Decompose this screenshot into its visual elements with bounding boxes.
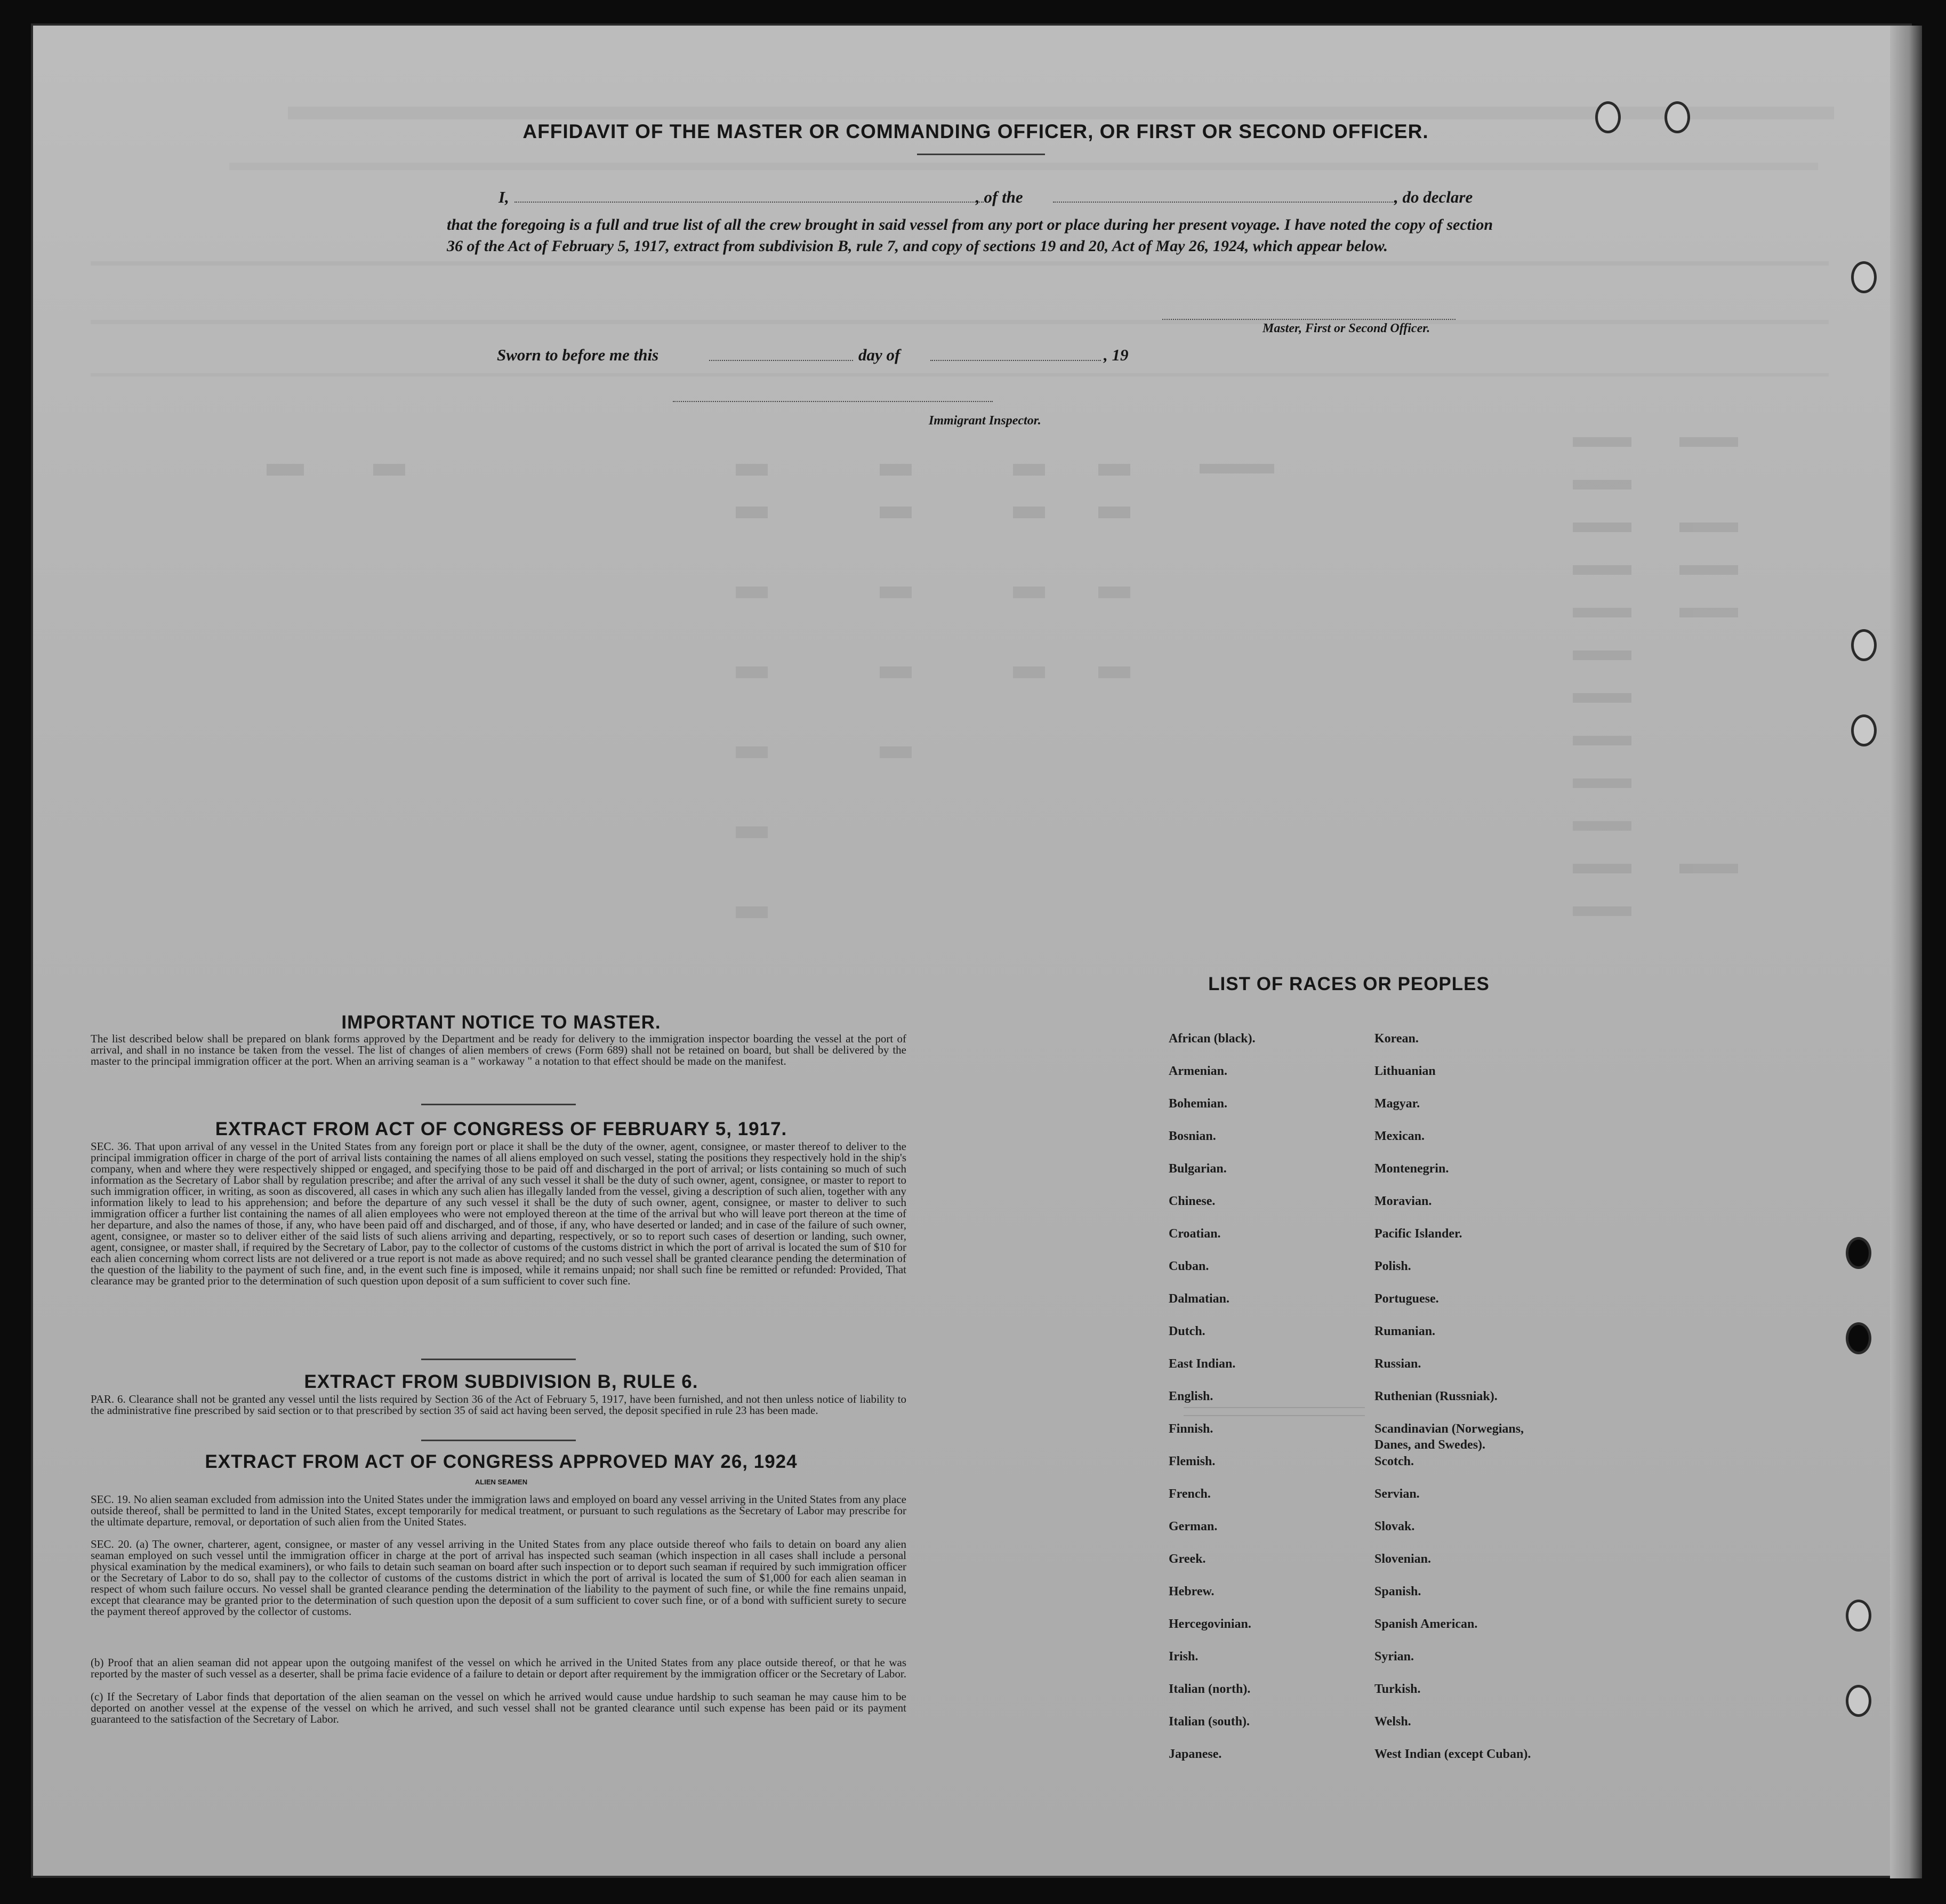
sworn-day-blank-line[interactable] <box>709 360 853 361</box>
race-item: Irish. <box>1169 1650 1199 1664</box>
extract-1924-sec19: SEC. 19. No alien seaman excluded from admission into the United States under the immigration laws and employed on board any vessel arriving in the United States from any place outside thereof, shall be permitted to land in the United States, except temporarily for medical treatment, or pursuant to such regulations as the Secretary of Labor may prescribe for the ultimate departure, removal, or deportation of such alien from the United States. <box>91 1493 906 1528</box>
races-title: LIST OF RACES OR PEOPLES <box>1208 974 1490 994</box>
race-item: Bulgarian. <box>1169 1162 1227 1176</box>
extract-rule6-title: EXTRACT FROM SUBDIVISION B, RULE 6. <box>304 1371 698 1392</box>
divider <box>421 1359 576 1360</box>
race-item: English. <box>1169 1389 1213 1403</box>
extract-rule6-body: PAR. 6. Clearance shall not be granted any vessel until the lists required by Section 36 of the Act of February 5, 1917, have been furnished, and not then unless notice of liability to the administrative fine prescribed by said section or to that prescribed by section 35 of said act having been served, the deposit specified in rule 23 has been made. <box>91 1393 906 1417</box>
race-item: West Indian (except Cuban). <box>1374 1747 1531 1761</box>
race-item: Montenegrin. <box>1374 1162 1449 1176</box>
race-item: East Indian. <box>1169 1357 1236 1371</box>
race-item: Slovenian. <box>1374 1552 1432 1566</box>
race-item: Croatian. <box>1169 1227 1221 1241</box>
race-item: Armenian. <box>1169 1064 1227 1078</box>
punch-hole <box>1846 1600 1871 1632</box>
race-item: Servian. <box>1374 1487 1420 1501</box>
race-item: Syrian. <box>1374 1650 1414 1664</box>
race-item: Welsh. <box>1374 1715 1411 1729</box>
extract-1917-body: SEC. 36. That upon arrival of any vessel in the United States from any foreign port or place it shall be the duty of the owner, agent, consignee, or master thereof to deliver to the principal immigration officer in charge of the port of arrival lists containing the names of all aliens employed on such vessel, stating the positions they respectively hold in the ship's company, when and where they were respectively shipped or engaged, and specifying those to be paid off and discharged in the port of arrival; or lists containing so much of such information as the Secretary of Labor shall by regulation prescribe; and after the arrival of any such vessel it shall be the duty of such owner, agent, consignee, or master to report to such immigration officer, in writing, as soon as discovered, all cases in which any such alien has illegally landed from the vessel, giving a description of such alien, together with any information likely to lead to his apprehension; and before the departure of any such vessel it shall be the duty of such owner, agent, consignee, or master to deliver to such immigration officer a further list containing the names of all alien employees who were not employed thereon at the time of the arrival but who will leave port thereon at the time of her departure, and also the names of those, if any, who have been paid off and discharged, and of those, if any, who have deserted or landed; and in case of the failure of such owner, agent, consignee, or master so to deliver either of the said lists of such aliens arriving and departing, respectively, or so to report such cases of desertion or landing, such owner, agent, consignee, or master shall, if required by the Secretary of Labor, pay to the collector of customs of the customs district in which the port of arrival is located the sum of $10 for each alien concerning whom correct lists are not delivered or a true report is not made as above required; and no such vessel shall be granted clearance pending the determination of the question of the liability to the payment of such fine, and, in the event such fine is imposed, while it remains unpaid; nor shall such fine be remitted or refunded: Provided, That clearance may be granted prior to the determination of such question upon deposit of a sum sufficient to cover such fine. <box>91 1140 906 1287</box>
punch-hole <box>1851 714 1877 746</box>
divider <box>421 1104 576 1105</box>
race-item: Flemish. <box>1169 1455 1216 1468</box>
race-item: Mexican. <box>1374 1129 1425 1143</box>
race-item: Moravian. <box>1374 1194 1432 1208</box>
race-item: Lithuanian <box>1374 1064 1436 1078</box>
race-item: Spanish. <box>1374 1585 1421 1598</box>
punch-hole <box>1664 101 1690 133</box>
race-item: Hebrew. <box>1169 1585 1215 1598</box>
race-item: Scandinavian (Norwegians, Danes, and Swedes). <box>1374 1422 1524 1452</box>
race-item: Russian. <box>1374 1357 1421 1371</box>
race-item: Italian (south). <box>1169 1715 1250 1729</box>
race-item: Japanese. <box>1169 1747 1222 1761</box>
sworn-month-blank-line[interactable] <box>930 360 1101 361</box>
inspector-label: Immigrant Inspector. <box>929 414 1041 428</box>
notice-title: IMPORTANT NOTICE TO MASTER. <box>341 1012 661 1033</box>
race-item: Cuban. <box>1169 1259 1209 1273</box>
affidavit-do-declare-label: , do declare <box>1394 188 1473 206</box>
race-item: Slovak. <box>1374 1520 1415 1533</box>
inspector-blank-line[interactable] <box>673 401 993 402</box>
race-item: Bohemian. <box>1169 1097 1228 1111</box>
race-item: Finnish. <box>1169 1422 1213 1436</box>
affidavit-i-label: I, <box>498 188 509 206</box>
race-item: Rumanian. <box>1374 1324 1436 1338</box>
extract-1924-sec20b: (b) Proof that an alien seaman did not appear upon the outgoing manifest of the vessel on which he arrived in the United States from any place outside thereof, or that he was reported by the master of such vessel as a deserter, shall be prima facie evidence of a failure to detain or deport after requirement by the immigration officer or the Secretary of Labor. <box>91 1656 906 1680</box>
race-item: Ruthenian (Russniak). <box>1374 1389 1498 1403</box>
affidavit-body: that the foregoing is a full and true list of all the crew brought in said vessel from any port or place during her present voyage. I have noted the copy of section 36 of the Act of February 5, 1917, extract from subdivision B, rule 7, and copy of sections 19 and 20, Act of May 26, 1924, which appear below. <box>447 216 1493 255</box>
signature-blank-line[interactable] <box>1162 319 1456 320</box>
extract-1924-subtitle: ALIEN SEAMEN <box>475 1478 528 1486</box>
divider <box>421 1440 576 1441</box>
sworn-prefix: Sworn to before me this <box>497 346 659 364</box>
race-item: Korean. <box>1374 1032 1419 1046</box>
punch-hole <box>1851 629 1877 661</box>
affidavit-of-the-label: , of the <box>976 188 1023 206</box>
race-item: Polish. <box>1374 1259 1411 1273</box>
race-item: Magyar. <box>1374 1097 1420 1111</box>
race-item: Bosnian. <box>1169 1129 1216 1143</box>
affidavit-title: AFFIDAVIT OF THE MASTER OR COMMANDING OFFICER, OR FIRST OR SECOND OFFICER. <box>522 120 1429 142</box>
race-item: Chinese. <box>1169 1194 1216 1208</box>
extract-1924-sec20c: (c) If the Secretary of Labor finds that deportation of the alien seaman on the vessel on which he arrived would cause undue hardship to such seaman he may cause him to be deported on another vessel at the expense of the vessel on which he arrived, and such vessel shall not be granted clearance until such expense has been paid or its payment guaranteed to the satisfaction of the Secretary of Labor. <box>91 1690 906 1725</box>
race-item: German. <box>1169 1520 1218 1533</box>
punch-hole <box>1846 1322 1871 1354</box>
race-item: Dalmatian. <box>1169 1292 1229 1306</box>
divider <box>917 154 1045 155</box>
race-item: Dutch. <box>1169 1324 1205 1338</box>
punch-hole <box>1851 261 1877 293</box>
extract-1924-title: EXTRACT FROM ACT OF CONGRESS APPROVED MAY 26, 1924 <box>205 1451 798 1472</box>
race-item: Portuguese. <box>1374 1292 1439 1306</box>
races-right-column <box>1374 1031 1620 1779</box>
signature-label: Master, First or Second Officer. <box>1263 322 1430 335</box>
race-item: African (black). <box>1169 1032 1256 1046</box>
race-item: Greek. <box>1169 1552 1206 1566</box>
vessel-blank-line[interactable] <box>1053 202 1397 203</box>
punch-hole <box>1595 101 1621 133</box>
race-item: French. <box>1169 1487 1211 1501</box>
sworn-day-of-label: day of <box>858 346 900 364</box>
race-item: Scotch. <box>1374 1455 1414 1468</box>
extract-1924-sec20a: SEC. 20. (a) The owner, charterer, agent, consignee, or master of any vessel arriving in the United States from any place outside thereof who fails to detain on board any alien seaman employed on such vessel until the immigration officer in charge at the port of arrival has inspected such seaman (which inspection in all cases shall include a personal physical examination by the medical examiners), or who fails to detain such seaman on board after such inspection or to deport such seaman if required by such immigration officer or the Secretary of Labor to do so, shall pay to the collector of customs of the customs district in which the port of arrival is located the sum of $1,000 for each alien seaman in respect of whom such failure occurs. No vessel shall be granted clearance pending the determination of the liability to the payment of such fine, or while the fine remains unpaid, except that clearance may be granted prior to the determination of such question upon the deposit of a sum sufficient to cover such fine, or of a bond with sufficient surety to secure the payment thereof approved by the collector of customs. <box>91 1538 906 1618</box>
punch-hole <box>1846 1685 1871 1717</box>
notice-body: The list described below shall be prepared on blank forms approved by the Department and be ready for delivery to the immigration inspector boarding the vessel at the port of arrival, and shall in no instance be taken from the vessel. The list of changes of alien members of crews (Form 689) shall not be retained on board, but shall be delivered by the master to the principal immigration officer at the port. When an arriving seaman is a " workaway " a notation to that effect should be made on the manifest. <box>91 1032 906 1067</box>
punch-hole <box>1846 1237 1871 1269</box>
race-item: Hercegovinian. <box>1169 1617 1251 1631</box>
name-blank-line[interactable] <box>514 202 984 203</box>
sworn-year-label: , 19 <box>1104 346 1129 364</box>
race-item: Pacific Islander. <box>1374 1227 1462 1241</box>
race-item: Spanish American. <box>1374 1617 1478 1631</box>
races-left-column <box>1169 1031 1371 1779</box>
race-item: Italian (north). <box>1169 1682 1251 1696</box>
race-item: Turkish. <box>1374 1682 1421 1696</box>
extract-1917-title: EXTRACT FROM ACT OF CONGRESS OF FEBRUARY 5, 1917. <box>215 1119 787 1139</box>
